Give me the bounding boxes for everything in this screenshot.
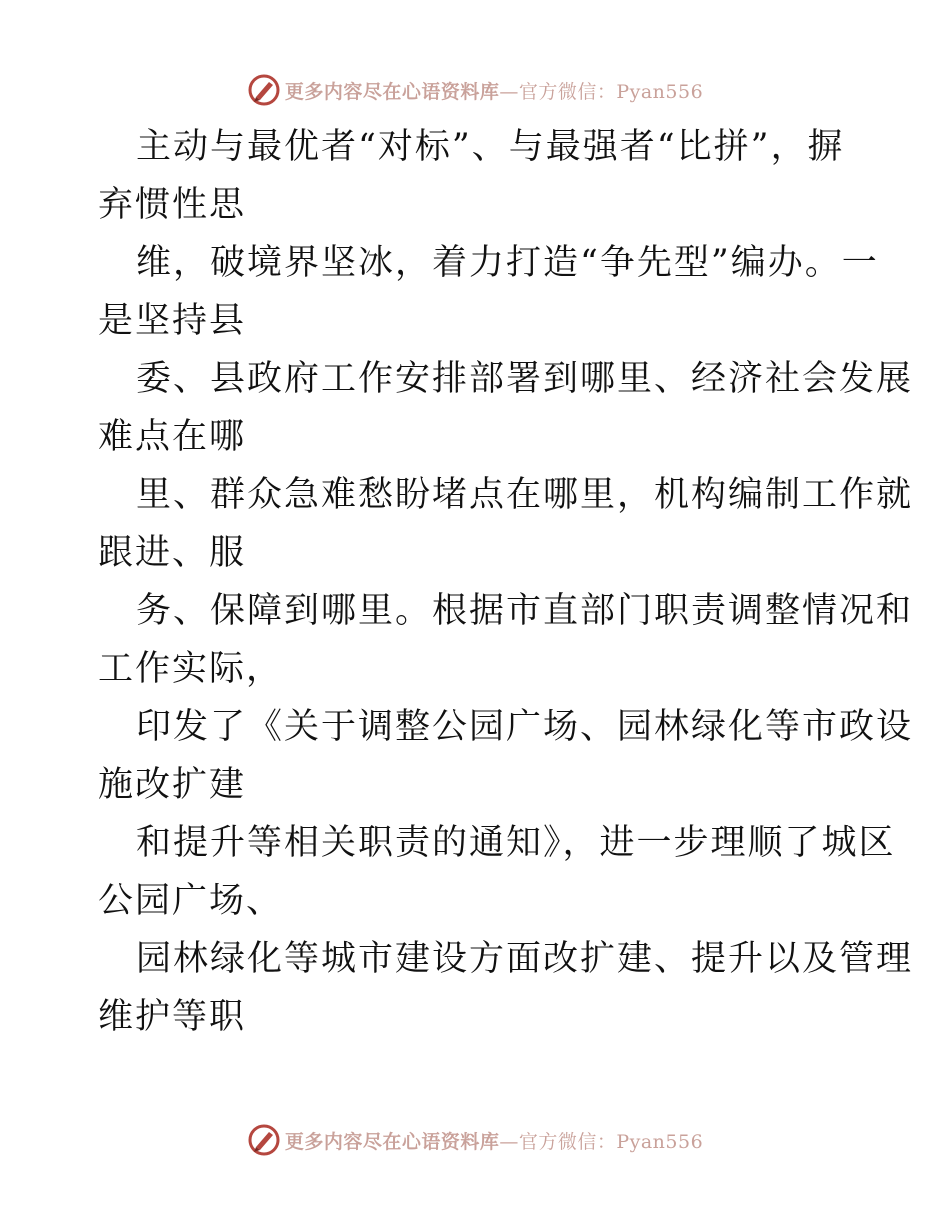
- pen-logo-icon: [247, 1123, 281, 1157]
- text-line: 工作实际，: [98, 649, 284, 689]
- text-line: 维，破境界坚冰，着力打造“争先型”编办。一: [136, 243, 879, 283]
- text-line: 公园广场、: [98, 881, 284, 921]
- text-line: 难点在哪: [98, 417, 247, 457]
- text-line: 是坚持县: [98, 301, 247, 341]
- watermark-text: 更多内容尽在心语资料库—官方微信：Pyan556: [284, 80, 704, 103]
- text-line: 弃惯性思: [98, 185, 247, 225]
- watermark-text: 更多内容尽在心语资料库—官方微信：Pyan556: [284, 1130, 704, 1153]
- text-line: 施改扩建: [98, 765, 247, 805]
- document-body: [98, 118, 914, 1046]
- text-line: 维护等职: [98, 997, 247, 1037]
- text-line: 里、群众急难愁盼堵点在哪里，机构编制工作就: [136, 475, 914, 515]
- text-line: 园林绿化等城市建设方面改扩建、提升以及管理: [136, 939, 914, 979]
- footer-watermark: [0, 1120, 950, 1160]
- text-line: 跟进、服: [98, 533, 247, 573]
- text-line: 印发了《关于调整公园广场、园林绿化等市政设: [136, 707, 914, 747]
- text-line: 和提升等相关职责的通知》，进一步理顺了城区: [136, 823, 896, 863]
- text-line: 委、县政府工作安排部署到哪里、经济社会发展: [136, 359, 914, 399]
- text-line: 务、保障到哪里。根据市直部门职责调整情况和: [136, 591, 914, 631]
- pen-logo-icon: [247, 73, 281, 107]
- header-watermark: [0, 70, 950, 110]
- text-line: 主动与最优者“对标”、与最强者“比拼”，摒: [136, 127, 845, 167]
